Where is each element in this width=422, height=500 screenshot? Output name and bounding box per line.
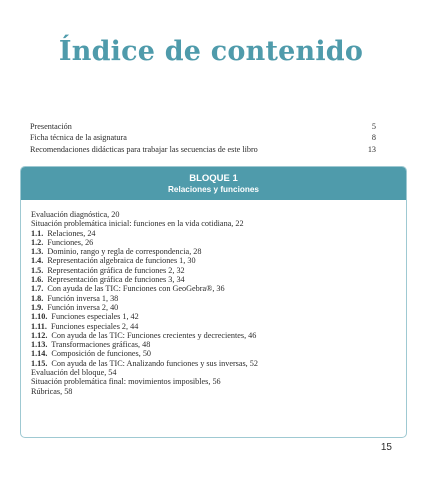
toc-entry[interactable] — [31, 229, 396, 238]
toc-entry[interactable] — [31, 387, 396, 396]
entry-number: 1.5. — [31, 265, 44, 275]
toc-entry[interactable] — [31, 359, 396, 368]
entry-number: 1.11. — [31, 321, 47, 331]
entry-text: Situación problemática final: movimientos imposibles, 56 — [31, 377, 221, 387]
entry-text: Representación algebraica de funciones 1, 30 — [47, 256, 196, 266]
entry-number: 1.10. — [31, 312, 48, 322]
entry-number: 1.15. — [31, 358, 48, 368]
toc-entry[interactable] — [31, 377, 396, 386]
front-matter-page: 8 — [371, 133, 376, 143]
entry-text: Función inversa 2, 40 — [47, 302, 119, 312]
toc-entry[interactable] — [31, 210, 396, 219]
toc-entry[interactable] — [31, 275, 396, 284]
entry-number: 1.6. — [31, 275, 44, 285]
entry-text: Con ayuda de las TIC: Analizando funciones y sus inversas, 52 — [51, 358, 258, 368]
entry-text: Dominio, rango y regla de correspondencia, 28 — [47, 247, 202, 257]
entry-text: Evaluación del bloque, 54 — [31, 368, 117, 378]
entry-text: Funciones, 26 — [47, 237, 94, 247]
toc-entry[interactable] — [31, 294, 396, 303]
entry-text: Rúbricas, 58 — [31, 386, 73, 396]
front-matter-list — [30, 121, 376, 155]
toc-entry[interactable] — [31, 266, 396, 275]
entry-number: 1.14. — [31, 349, 48, 359]
entry-number: 1.1. — [31, 228, 44, 238]
toc-entry[interactable] — [31, 238, 396, 247]
entry-text: Con ayuda de las TIC: Funciones crecientes y decrecientes, 46 — [51, 330, 257, 340]
entry-text: Relaciones, 24 — [47, 228, 96, 238]
bloque-card — [20, 166, 407, 438]
toc-entry[interactable] — [31, 349, 396, 358]
entry-text: Situación problemática inicial: funciones en la vida cotidiana, 22 — [31, 219, 244, 229]
bloque-entries — [31, 210, 396, 396]
entry-number: 1.8. — [31, 293, 44, 303]
front-matter-label: Recomendaciones didácticas para trabajar las secuencias de este libro — [30, 144, 258, 154]
entry-text: Representación gráfica de funciones 2, 32 — [47, 265, 185, 275]
toc-entry[interactable] — [31, 219, 396, 228]
front-matter-item[interactable] — [30, 121, 376, 132]
bloque-subtitle: Relaciones y funciones — [167, 185, 259, 194]
entry-text: Funciones especiales 1, 42 — [51, 312, 139, 322]
front-matter-item[interactable] — [30, 132, 376, 143]
entry-number: 1.2. — [31, 237, 44, 247]
entry-number: 1.13. — [31, 340, 48, 350]
bloque-name: BLOQUE 1 — [189, 173, 238, 184]
entry-number: 1.9. — [31, 302, 44, 312]
front-matter-page: 5 — [371, 122, 376, 131]
front-matter-label: Ficha técnica de la asignatura — [30, 133, 127, 143]
toc-entry[interactable] — [31, 340, 396, 349]
entry-number: 1.4. — [31, 256, 44, 266]
front-matter-page: 13 — [367, 144, 376, 154]
toc-entry[interactable] — [31, 312, 396, 321]
toc-entry[interactable] — [31, 256, 396, 265]
bloque-header — [21, 167, 406, 200]
entry-text: Evaluación diagnóstica, 20 — [31, 210, 120, 219]
front-matter-label: Presentación — [30, 122, 72, 131]
toc-entry[interactable] — [31, 331, 396, 340]
entry-text: Composición de funciones, 50 — [51, 349, 152, 359]
entry-text: Transformaciones gráficas, 48 — [51, 340, 151, 350]
entry-text: Con ayuda de las TIC: Funciones con GeoGebra®, 36 — [47, 284, 225, 294]
page-title: Índice de contenido — [58, 36, 364, 68]
toc-entry[interactable] — [31, 368, 396, 377]
page-number: 15 — [380, 442, 392, 453]
toc-entry[interactable] — [31, 322, 396, 331]
toc-entry[interactable] — [31, 303, 396, 312]
toc-entry[interactable] — [31, 247, 396, 256]
entry-text: Representación gráfica de funciones 3, 34 — [47, 275, 185, 285]
toc-entry[interactable] — [31, 284, 396, 293]
entry-number: 1.3. — [31, 247, 44, 257]
entry-text: Función inversa 1, 38 — [47, 293, 119, 303]
entry-text: Funciones especiales 2, 44 — [50, 321, 139, 331]
entry-number: 1.12. — [31, 330, 48, 340]
entry-number: 1.7. — [31, 284, 44, 294]
front-matter-item[interactable] — [30, 144, 376, 155]
